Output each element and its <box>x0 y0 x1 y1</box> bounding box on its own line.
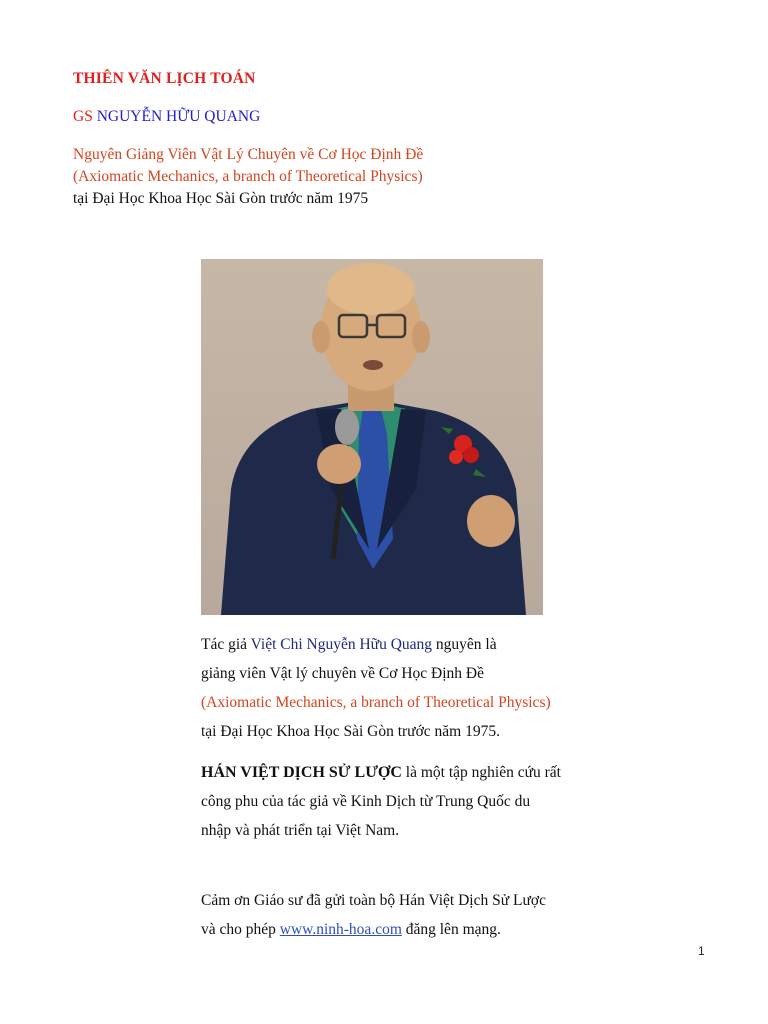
bio-prefix: Tác giả <box>201 636 251 653</box>
bio-line-1 <box>201 630 551 659</box>
desc-line-2: công phu của tác giả về Kinh Dịch từ Trung Quốc du <box>201 793 531 810</box>
bio-line-3: (Axiomatic Mechanics, a branch of Theoretical Physics) <box>201 694 551 711</box>
bio-suffix: nguyên là <box>432 636 497 653</box>
desc-line-3: nhập và phát triển tại Việt Nam. <box>201 822 400 839</box>
author-line <box>73 108 260 126</box>
bio-author-name: Việt Chi Nguyễn Hữu Quang <box>250 636 433 653</box>
intro-line-3: tại Đại Học Khoa Học Sài Gòn trước năm 1975 <box>73 190 369 207</box>
author-name: NGUYỄN HỮU QUANG <box>96 108 261 125</box>
book-title: HÁN VIỆT DỊCH SỬ LƯỢC <box>201 764 402 781</box>
author-prefix: GS <box>73 108 93 125</box>
author-photo-illustration <box>201 259 543 615</box>
intro-line-1: Nguyên Giảng Viên Vật Lý Chuyên về Cơ Học Định Đề <box>73 146 424 163</box>
thanks-line-1: Cảm ơn Giáo sư đã gửi toàn bộ Hán Việt Dịch Sử Lược <box>201 892 546 909</box>
website-link[interactable]: www.ninh-hoa.com <box>279 921 402 938</box>
thanks-suffix: đăng lên mạng. <box>401 921 501 938</box>
author-intro <box>73 144 423 210</box>
paragraph-author-bio <box>201 630 551 746</box>
thanks-line-2 <box>201 915 546 944</box>
document-title: THIÊN VĂN LỊCH TOÁN <box>73 70 256 87</box>
page-number: 1 <box>698 944 705 958</box>
bio-line-4: tại Đại Học Khoa Học Sài Gòn trước năm 1975. <box>201 723 500 740</box>
paragraph-book-description <box>201 758 561 845</box>
author-photo <box>201 259 543 615</box>
desc-line-1 <box>201 758 561 787</box>
desc-line-1-rest: là một tập nghiên cứu rất <box>401 764 561 781</box>
paragraph-thanks <box>201 886 546 944</box>
thanks-prefix: và cho phép <box>201 921 280 938</box>
bio-line-2: giảng viên Vật lý chuyên về Cơ Học Định Đề <box>201 665 484 682</box>
intro-line-2: (Axiomatic Mechanics, a branch of Theoretical Physics) <box>73 168 423 185</box>
